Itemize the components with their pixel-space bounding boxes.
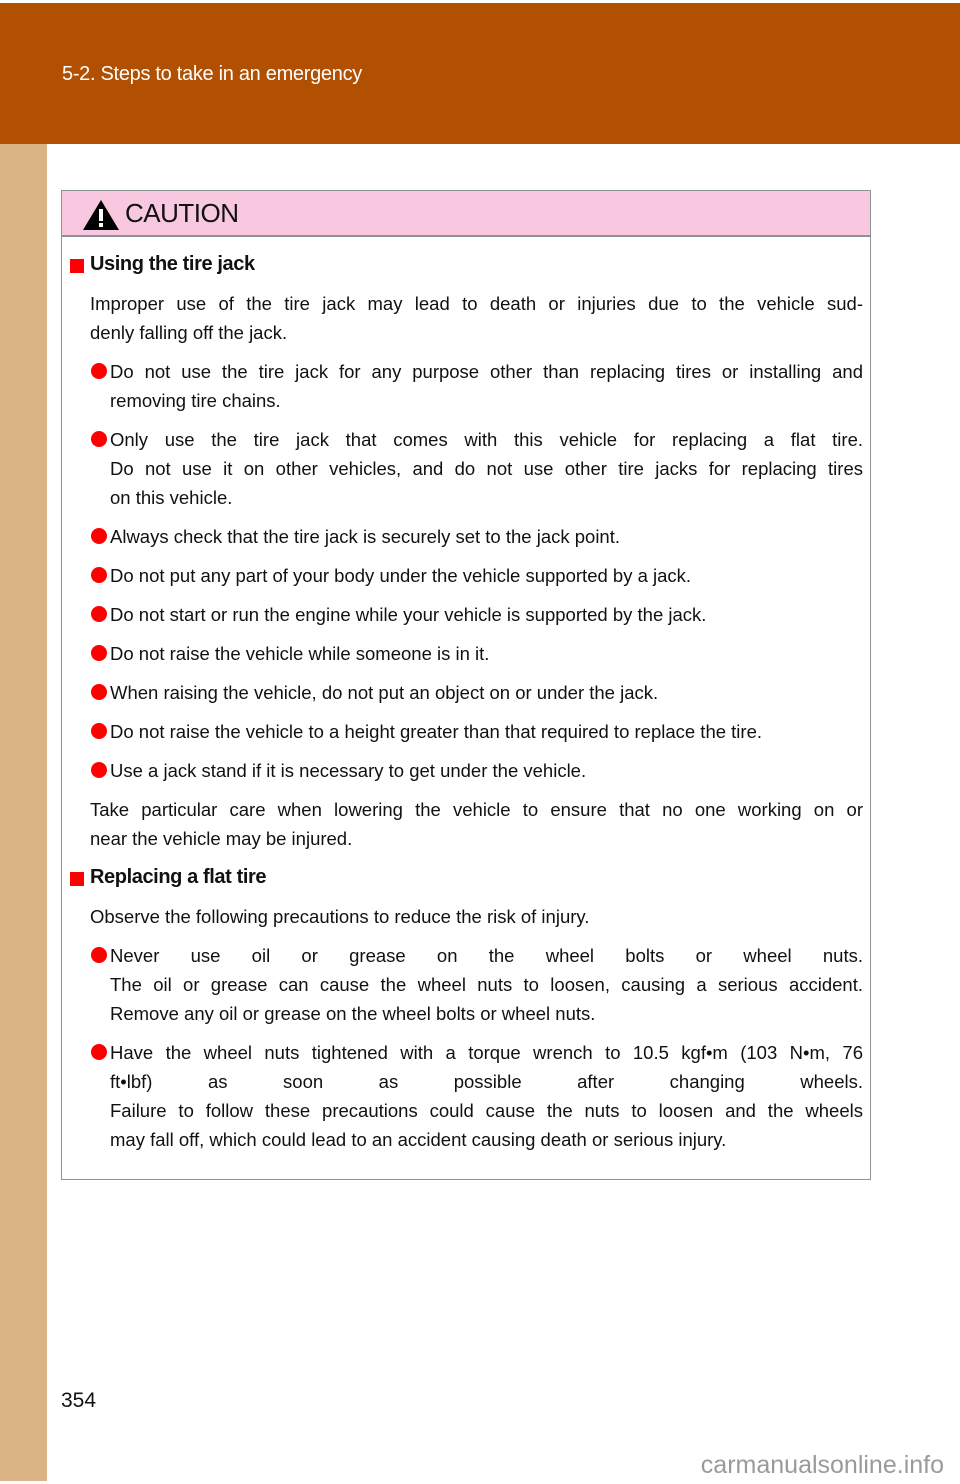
heading-text: Replacing a flat tire <box>90 866 267 888</box>
heading-text: Using the tire jack <box>90 253 255 275</box>
text-line: Only use the tire jack that comes with this vehicle for replacing a flat tire. <box>110 429 863 450</box>
paragraph <box>62 289 863 347</box>
warning-triangle-icon <box>82 199 120 231</box>
watermark: carmanualsonline.info <box>700 1451 944 1479</box>
text-line: Remove any oil or grease on the wheel bolts or wheel nuts. <box>110 1003 596 1024</box>
bullet-item <box>62 357 863 415</box>
red-square-marker-icon <box>70 259 84 273</box>
text-line: ft•lbf) as soon as possible after changing wheels. <box>110 1071 863 1092</box>
red-bullet-icon <box>91 363 107 379</box>
text-line: Have the wheel nuts tightened with a torque wrench to 10.5 kgf•m (103 N•m, 76 <box>110 1042 863 1063</box>
paragraph <box>62 902 863 931</box>
text-line: The oil or grease can cause the wheel nuts to loosen, causing a serious accident. <box>110 974 863 995</box>
text-line: Do not raise the vehicle while someone is in it. <box>110 643 490 664</box>
text-line: Improper use of the tire jack may lead to death or injuries due to the vehicle sud- <box>90 293 863 314</box>
section-heading <box>62 250 870 279</box>
red-bullet-icon <box>91 528 107 544</box>
red-bullet-icon <box>91 684 107 700</box>
text-line: near the vehicle may be injured. <box>90 828 353 849</box>
page-number: 354 <box>61 1389 97 1412</box>
bullet-item <box>62 522 863 551</box>
text-line: Do not put any part of your body under the vehicle supported by a jack. <box>110 565 692 586</box>
red-bullet-icon <box>91 723 107 739</box>
text-line: Failure to follow these precautions could cause the nuts to loosen and the wheels <box>110 1100 863 1121</box>
section-heading <box>62 863 870 892</box>
text-line: may fall off, which could lead to an accident causing death or serious injury. <box>110 1129 727 1150</box>
caution-content <box>62 250 870 1154</box>
red-bullet-icon <box>91 606 107 622</box>
caution-box <box>61 190 871 1180</box>
text-line: Do not use it on other vehicles, and do not use other tire jacks for replacing tires <box>110 458 863 479</box>
bullet-item <box>62 639 863 668</box>
paragraph <box>62 795 863 853</box>
bullet-item <box>62 600 863 629</box>
section-title: 5-2. Steps to take in an emergency <box>62 63 362 85</box>
red-bullet-icon <box>91 567 107 583</box>
bullet-item <box>62 717 863 746</box>
bullet-item <box>62 678 863 707</box>
section-header <box>0 3 960 144</box>
text-line: Do not use the tire jack for any purpose other than replacing tires or installing and <box>110 361 863 382</box>
bullet-item <box>62 1038 863 1154</box>
red-bullet-icon <box>91 645 107 661</box>
red-bullet-icon <box>91 947 107 963</box>
text-line: removing tire chains. <box>110 390 281 411</box>
text-line: Use a jack stand if it is necessary to get under the vehicle. <box>110 760 587 781</box>
text-line: Do not raise the vehicle to a height greater than that required to replace the tire. <box>110 721 763 742</box>
text-line: Take particular care when lowering the vehicle to ensure that no one working on or <box>90 799 863 820</box>
bullet-item <box>62 561 863 590</box>
text-line: denly falling off the jack. <box>90 322 288 343</box>
red-bullet-icon <box>91 762 107 778</box>
side-tab-strip <box>0 144 47 1481</box>
caution-header <box>62 191 870 237</box>
bullet-item <box>62 941 863 1028</box>
bullet-item <box>62 756 863 785</box>
text-line: Do not start or run the engine while your vehicle is supported by the jack. <box>110 604 707 625</box>
text-line: Always check that the tire jack is securely set to the jack point. <box>110 526 621 547</box>
text-line: Never use oil or grease on the wheel bolts or wheel nuts. <box>110 945 863 966</box>
caution-label: CAUTION <box>125 198 239 228</box>
red-bullet-icon <box>91 1044 107 1060</box>
text-line: on this vehicle. <box>110 487 233 508</box>
red-square-marker-icon <box>70 872 84 886</box>
red-bullet-icon <box>91 431 107 447</box>
bullet-item <box>62 425 863 512</box>
text-line: Observe the following precautions to reduce the risk of injury. <box>90 906 590 927</box>
text-line: When raising the vehicle, do not put an object on or under the jack. <box>110 682 659 703</box>
